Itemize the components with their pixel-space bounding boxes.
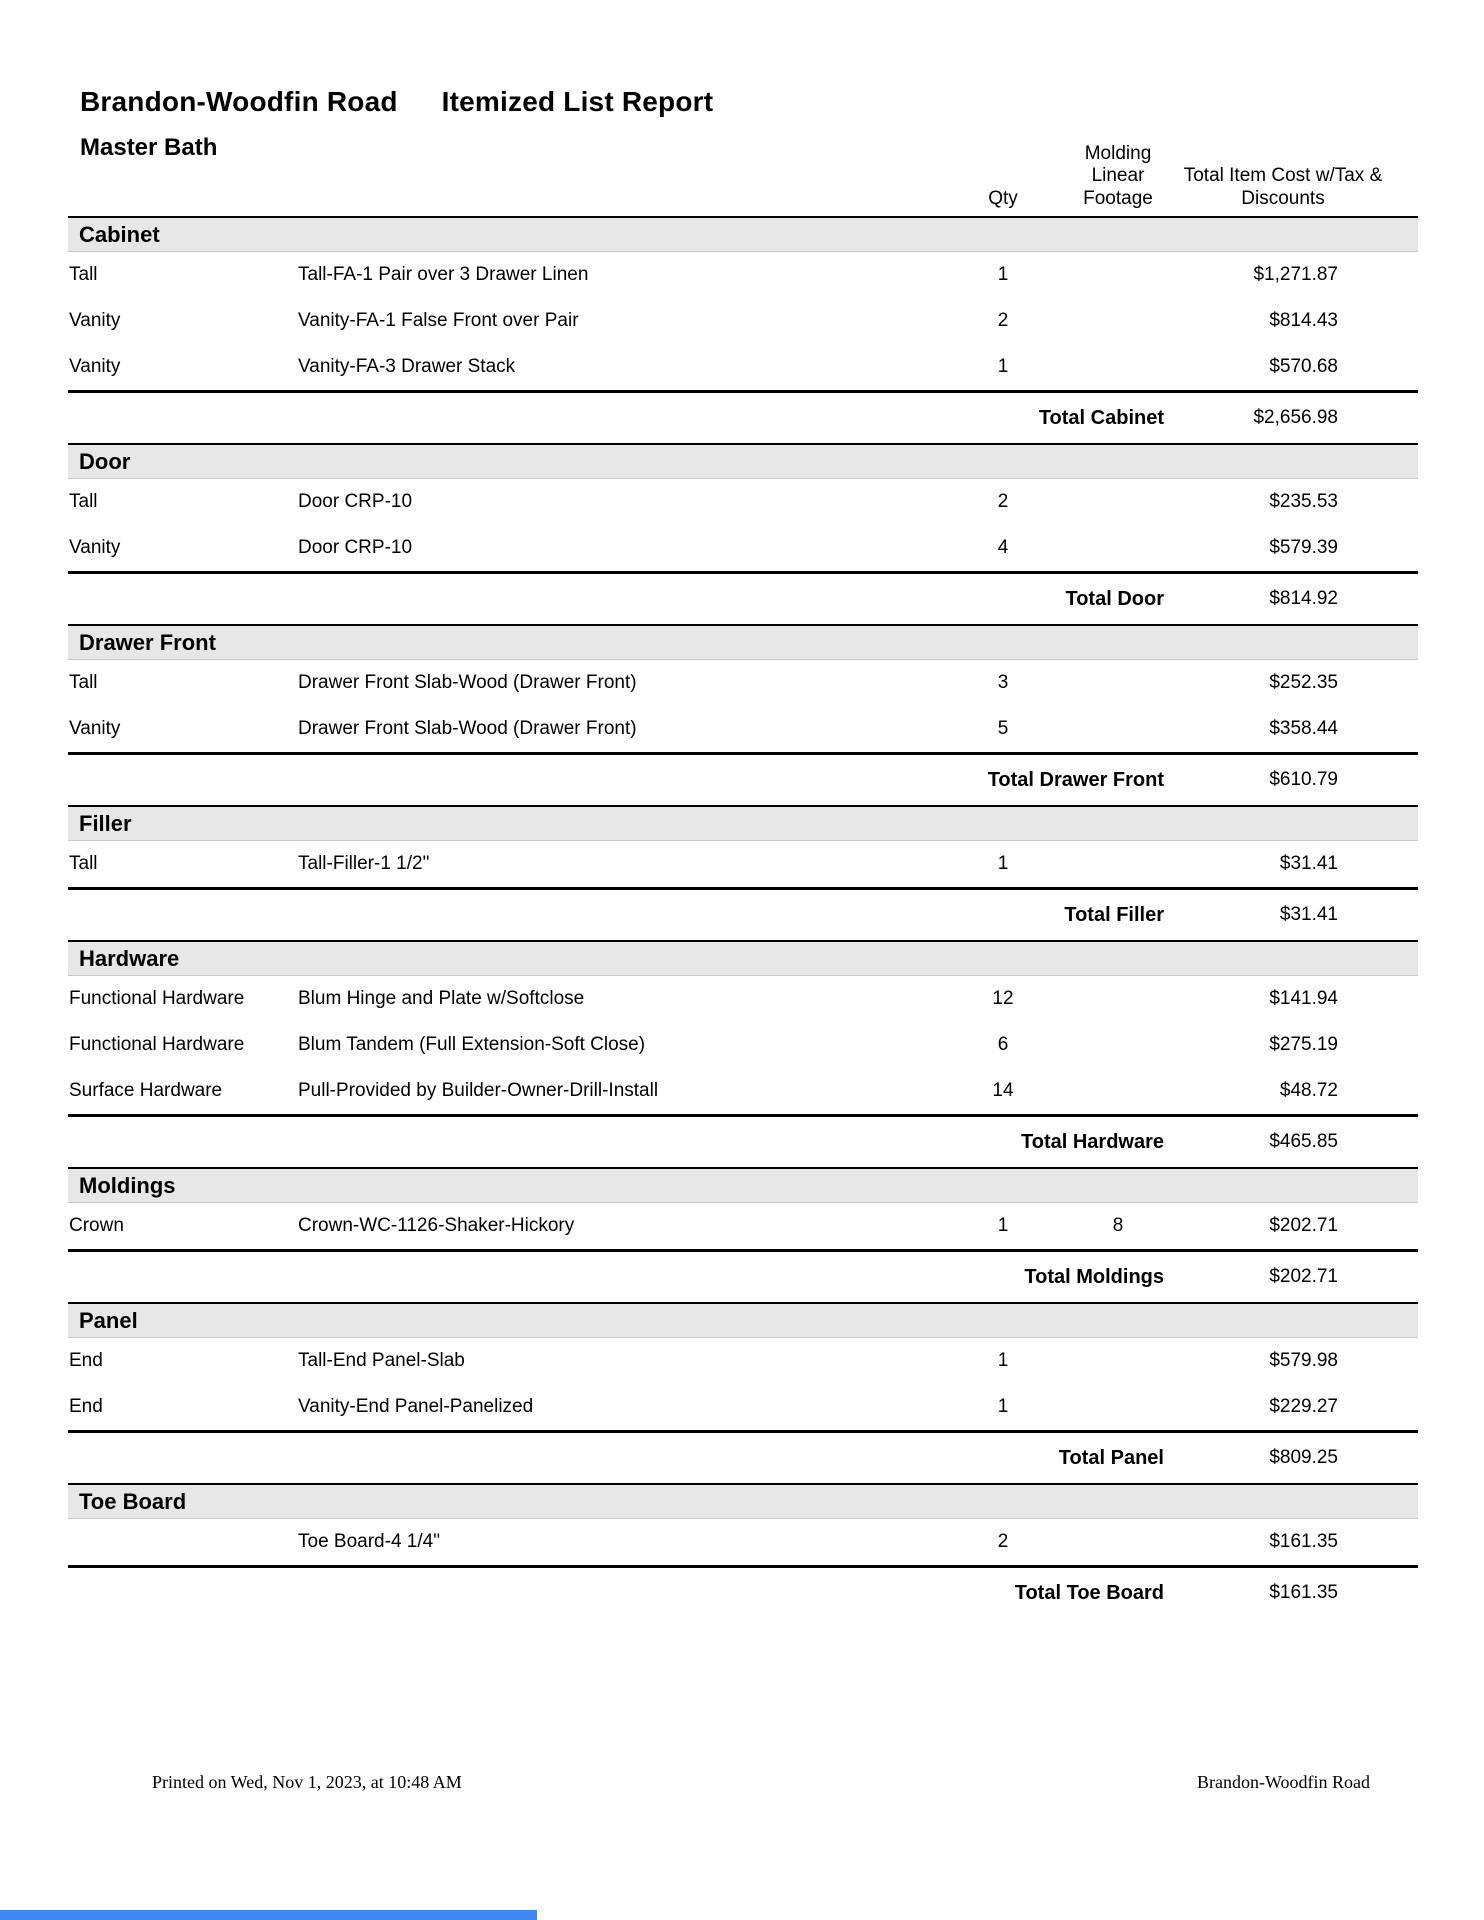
item-row: [68, 525, 1418, 571]
item-type: Surface Hardware: [69, 1080, 223, 1101]
item-total-cost: $358.44: [1269, 718, 1338, 739]
section-header-band: [68, 1302, 1418, 1338]
section-total-value: $161.35: [1269, 1582, 1338, 1603]
item-row: [68, 1384, 1418, 1430]
item-description: Vanity-FA-3 Drawer Stack: [298, 356, 516, 377]
section-title: Toe Board: [79, 1488, 187, 1514]
section-door: [68, 443, 1418, 624]
section-panel: [68, 1302, 1418, 1483]
item-total-cost: $48.72: [1279, 1080, 1338, 1101]
section-items: [68, 1519, 1418, 1565]
section-title: Moldings: [79, 1172, 176, 1198]
item-qty: 1: [997, 1396, 1009, 1417]
item-type: End: [69, 1350, 103, 1371]
section-hardware: [68, 940, 1418, 1167]
item-row: [68, 1022, 1418, 1068]
section-drawer-front: [68, 624, 1418, 805]
item-total-cost: $1,271.87: [1253, 264, 1338, 285]
section-total-row: [68, 752, 1418, 805]
section-header-band: [68, 443, 1418, 479]
item-total-cost: $275.19: [1269, 1034, 1338, 1055]
section-filler: [68, 805, 1418, 940]
section-total-label: Total Filler: [1064, 903, 1164, 926]
item-type: Vanity: [69, 356, 121, 377]
item-row: [68, 1519, 1418, 1565]
item-description: Vanity-FA-1 False Front over Pair: [298, 310, 579, 331]
section-items: [68, 479, 1418, 571]
item-row: [68, 298, 1418, 344]
item-description: Tall-Filler-1 1/2": [298, 853, 430, 874]
section-header-band: [68, 940, 1418, 976]
section-title: Filler: [79, 810, 132, 836]
item-row: [68, 1203, 1418, 1249]
page-progress-bar: [0, 1910, 537, 1920]
item-description: Blum Hinge and Plate w/Softclose: [298, 988, 585, 1009]
item-total-cost: $202.71: [1269, 1215, 1338, 1236]
item-qty: 14: [992, 1080, 1014, 1101]
item-qty: 2: [997, 310, 1009, 331]
section-items: [68, 1338, 1418, 1430]
item-description: Tall-FA-1 Pair over 3 Drawer Linen: [298, 264, 589, 285]
section-total-value: $809.25: [1269, 1447, 1338, 1468]
item-row: [68, 976, 1418, 1022]
section-total-value: $814.92: [1269, 588, 1338, 609]
item-type: Tall: [69, 264, 98, 285]
item-qty: 1: [997, 1350, 1009, 1371]
item-description: Crown-WC-1126-Shaker-Hickory: [298, 1215, 575, 1236]
item-description: Vanity-End Panel-Panelized: [298, 1396, 534, 1417]
room-title: Master Bath: [80, 134, 218, 161]
item-total-cost: $31.41: [1279, 853, 1338, 874]
item-type: Vanity: [69, 537, 121, 558]
item-type: Vanity: [69, 718, 121, 739]
section-total-label: Total Moldings: [1024, 1265, 1164, 1288]
report-title: Itemized List Report: [441, 86, 714, 117]
section-total-row: [68, 1430, 1418, 1483]
item-qty: 1: [997, 264, 1009, 285]
item-description: Door CRP-10: [298, 491, 413, 512]
item-type: Crown: [69, 1215, 124, 1236]
item-qty: 4: [997, 537, 1009, 558]
section-title: Drawer Front: [79, 629, 216, 655]
section-total-value: $465.85: [1269, 1131, 1338, 1152]
section-items: [68, 660, 1418, 752]
item-qty: 6: [997, 1034, 1009, 1055]
item-row: [68, 841, 1418, 887]
section-title: Cabinet: [79, 221, 160, 247]
item-description: Toe Board-4 1/4": [298, 1531, 440, 1552]
column-header-total-item-cost: Total Item Cost w/Tax & Discounts: [1183, 165, 1383, 209]
item-total-cost: $814.43: [1269, 310, 1338, 331]
item-description: Tall-End Panel-Slab: [298, 1350, 465, 1371]
item-qty: 1: [997, 1215, 1009, 1236]
item-molding-linear-footage: 8: [1112, 1215, 1124, 1236]
section-total-label: Total Hardware: [1021, 1130, 1164, 1153]
item-row: [68, 479, 1418, 525]
section-total-label: Total Drawer Front: [987, 768, 1164, 791]
section-title: Panel: [79, 1307, 138, 1333]
section-items: [68, 252, 1418, 390]
column-header-row: [68, 130, 1418, 216]
project-title: Brandon-Woodfin Road: [80, 86, 398, 117]
item-description: Drawer Front Slab-Wood (Drawer Front): [298, 718, 637, 739]
section-header-band: [68, 1483, 1418, 1519]
section-header-band: [68, 1167, 1418, 1203]
item-qty: 2: [997, 491, 1009, 512]
section-title: Hardware: [79, 945, 180, 971]
section-total-row: [68, 887, 1418, 940]
item-type: Tall: [69, 853, 98, 874]
report-header: [68, 86, 1418, 124]
section-toe-board: [68, 1483, 1418, 1618]
section-total-row: [68, 1249, 1418, 1302]
section-total-row: [68, 390, 1418, 443]
column-header-qty: Qty: [988, 187, 1018, 209]
footer-printed-timestamp: Printed on Wed, Nov 1, 2023, at 10:48 AM: [152, 1772, 462, 1792]
section-header-band: [68, 805, 1418, 841]
item-qty: 1: [997, 356, 1009, 377]
sections-container: [68, 216, 1418, 1618]
section-total-value: $610.79: [1269, 769, 1338, 790]
item-total-cost: $252.35: [1269, 672, 1338, 693]
item-total-cost: $141.94: [1269, 988, 1338, 1009]
item-qty: 12: [992, 988, 1014, 1009]
item-type: Vanity: [69, 310, 121, 331]
item-total-cost: $570.68: [1269, 356, 1338, 377]
section-header-band: [68, 216, 1418, 252]
item-type: End: [69, 1396, 103, 1417]
section-total-value: $2,656.98: [1253, 407, 1338, 428]
section-total-label: Total Panel: [1058, 1446, 1164, 1469]
item-description: Door CRP-10: [298, 537, 413, 558]
item-total-cost: $235.53: [1269, 491, 1338, 512]
item-row: [68, 344, 1418, 390]
section-total-value: $31.41: [1279, 904, 1338, 925]
item-description: Pull-Provided by Builder-Owner-Drill-Install: [298, 1080, 659, 1101]
item-qty: 3: [997, 672, 1009, 693]
item-description: Blum Tandem (Full Extension-Soft Close): [298, 1034, 646, 1055]
item-type: Tall: [69, 672, 98, 693]
footer-project-name: Brandon-Woodfin Road: [1196, 1772, 1370, 1792]
item-type: Functional Hardware: [69, 988, 245, 1009]
section-items: [68, 841, 1418, 887]
item-total-cost: $579.98: [1269, 1350, 1338, 1371]
column-header-molding-linear-footage: Molding Linear Footage: [1083, 142, 1153, 209]
section-items: [68, 976, 1418, 1114]
item-type: Tall: [69, 491, 98, 512]
section-header-band: [68, 624, 1418, 660]
item-row: [68, 1338, 1418, 1384]
section-moldings: [68, 1167, 1418, 1302]
section-items: [68, 1203, 1418, 1249]
item-qty: 2: [997, 1531, 1009, 1552]
section-total-value: $202.71: [1269, 1266, 1338, 1287]
item-total-cost: $229.27: [1269, 1396, 1338, 1417]
item-description: Drawer Front Slab-Wood (Drawer Front): [298, 672, 637, 693]
item-row: [68, 660, 1418, 706]
section-total-row: [68, 1114, 1418, 1167]
item-row: [68, 1068, 1418, 1114]
item-qty: 1: [997, 853, 1009, 874]
section-total-row: [68, 571, 1418, 624]
section-total-label: Total Cabinet: [1038, 406, 1164, 429]
section-total-label: Total Toe Board: [1014, 1581, 1164, 1604]
section-total-label: Total Door: [1065, 587, 1164, 610]
item-row: [68, 706, 1418, 752]
section-total-row: [68, 1565, 1418, 1618]
section-cabinet: [68, 216, 1418, 443]
item-total-cost: $579.39: [1269, 537, 1338, 558]
item-type: Functional Hardware: [69, 1034, 245, 1055]
item-qty: 5: [997, 718, 1009, 739]
item-total-cost: $161.35: [1269, 1531, 1338, 1552]
section-title: Door: [79, 448, 131, 474]
item-row: [68, 252, 1418, 298]
